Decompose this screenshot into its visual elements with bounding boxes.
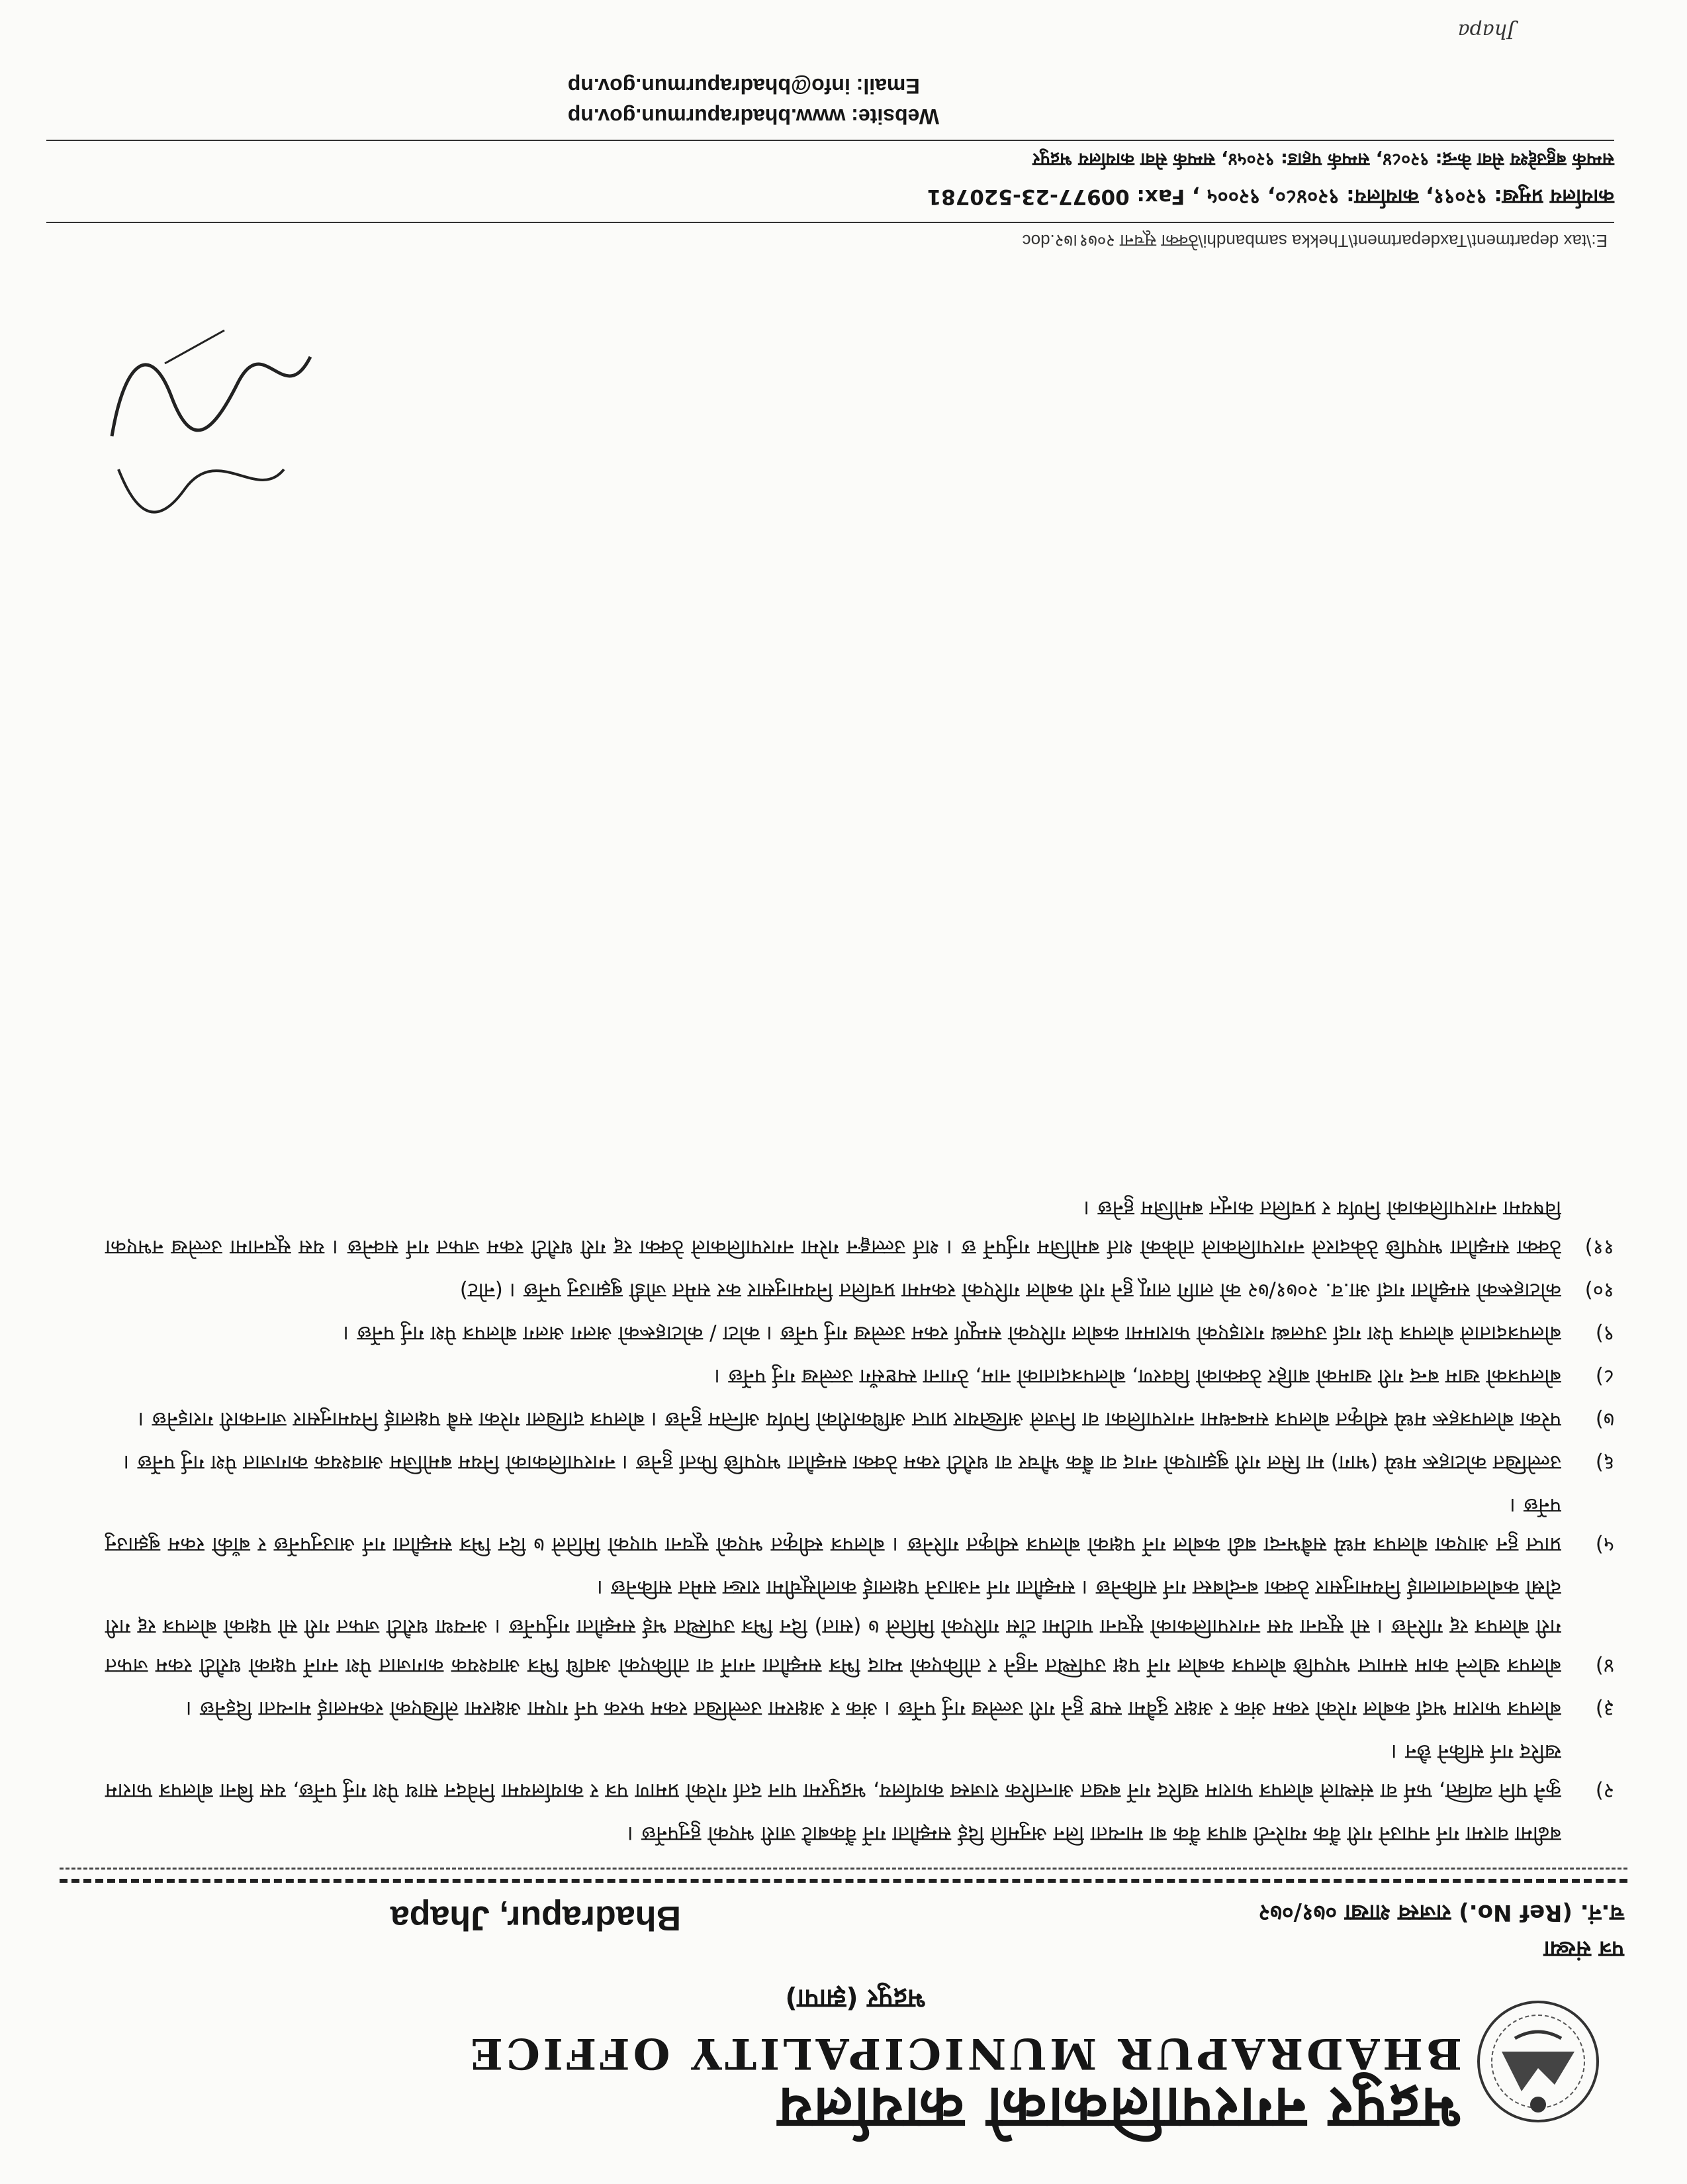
office-location-english: Bhadrapur, Jhapa — [390, 1899, 681, 1937]
email-link[interactable]: Email: info@bhadrapurmun.gov.np — [567, 74, 920, 98]
list-item — [105, 1313, 1614, 1353]
notice-body — [105, 1184, 1614, 1853]
item-text: बोलपत्र खोल्ने काम समाप्त भएपछि बोलपत्र कबोल गर्ने पक्ष उपस्थित नहुने र तोकिएको म्याद भित्र सम्झौता नगर्ने वा तोकिएको अवधि भित्र आवश्यक कागजात पेश नगर्ने पक्षको धरौटी रकम जफत गरी बोलपत्र रद्द गरिनेछ । सो सूचना यस नगरपालिकाको सूचना पाटीमा टाँस गरिएको मितिले ७ (सात) दिन भित्र उपस्थित भई सम्झौता गर्नुपर्नेछ । अन्यथा धरौटी जफत गरी सो पक्षको बोलपत्र रद्द गरी दोस्रो कबोलवालालाई नियमानुसार ठेक्का बन्दोबस्त गर्न सकिनेछ । सम्झौता गर्न नआउने पक्षलाई कालोसूचीमा राख्न समेत सकिनेछ । — [105, 1576, 1561, 1678]
item-text: बोलपत्रको खाम बन्द गरी खामको बाहिर ठेक्काको विवरण, बोलपत्रदाताको नाम, ठेगाना स्पष्टसँग उल्लेख गर्नु पर्नेछ । — [714, 1364, 1561, 1388]
list-item — [105, 1689, 1614, 1728]
office-location-nepali: भद्रपुर (झापा) — [785, 1983, 926, 2014]
letter-number-label: पत्र संख्या — [1543, 1936, 1624, 1962]
nepal-emblem-icon — [1475, 1992, 1601, 2131]
item-number: ११) — [1584, 1235, 1614, 1259]
file-path: E:\tax department\Taxdepartment\Thekka sambandhi\ठेक्का सूचना २०७१।७२.doc — [1022, 231, 1608, 251]
item-number: ७) — [1595, 1407, 1614, 1431]
handwritten-note: Jhapa — [1457, 19, 1515, 42]
list-item — [105, 1568, 1614, 1685]
web-contact-block — [568, 71, 939, 132]
item-text: परेका बोलपत्रहरू मध्ये स्वीकृत बोलपत्र सम्बन्धमा नगरपालिका वा निजले अख्तियार प्राप्त अधिकारीको निर्णय अन्तिम हुनेछ । बोलपत्र दाखिला गरेका सबै पक्षलाई नियमानुसार जानकारी गराइनेछ । — [138, 1407, 1561, 1431]
office-title-english: BHADRAPUR MUNICIPALITY OFFICE — [467, 2028, 1462, 2078]
list-item — [105, 1732, 1614, 1810]
item-number: १०) — [1584, 1278, 1614, 1302]
item-text: बोलपत्र फाराम भर्दा कबोल गरेको रकम अंक र अक्षर दुवैमा स्पष्ट हुने गरी उल्लेख गर्नु पर्नेछ । अंक र अक्षरमा उल्लेखित रकम फरक पर्न गएमा अक्षरमा लेखिएको रकमलाई मान्यता दिइनेछ । — [185, 1697, 1561, 1721]
website-link[interactable]: Website: www.bhadrapurmun.gov.np — [567, 105, 939, 128]
list-item — [105, 1486, 1614, 1564]
footer-divider — [46, 222, 1614, 223]
list-item — [105, 1400, 1614, 1439]
item-number: ४) — [1595, 1654, 1614, 1678]
item-number: ८) — [1595, 1364, 1614, 1388]
signature-scribble — [99, 310, 324, 529]
item-text: बोलपत्रदाताले बोलपत्र पेश गर्दा उपलब्ध गराइएको फाराममा कबोल गरिएको सम्पूर्ण रकम उल्लेख गर्नु पर्नेछ । कोटा / कोटाहरूको अलग अलग बोलपत्र पेश गर्नु पर्नेछ । — [343, 1321, 1561, 1345]
list-item — [105, 1356, 1614, 1396]
item-text: प्राप्त हुन आएका बोलपत्र मध्ये सबैभन्दा बढी कबोल गर्ने पक्षको बोलपत्र स्वीकृत गरिनेछ । बोलपत्र स्वीकृत भएको सूचना पाएको मितिले ७ दिन भित्र सम्झौता गर्न आउनुपर्नेछ र बाँकी रकम बुझाउनु पर्नेछ । — [105, 1494, 1561, 1556]
list-item — [105, 1270, 1614, 1309]
item-number: २) — [1595, 1779, 1614, 1803]
list-item — [105, 1443, 1614, 1482]
intro-paragraph — [105, 1814, 1614, 1853]
item-number: ३) — [1595, 1697, 1614, 1721]
header-divider — [60, 1868, 1627, 1883]
item-text: उल्लेखित कोटाहरू मध्ये (भाग) मा सिल गरी बुझाएको नगद वा बैंक भौचर वा धरौटी रकम ठेक्का सम्झौता भएपछि फिर्ता हुनेछ । नगरपालिकाको नियम बमोजिम आवश्यक कागजात पेश गर्नु पर्नेछ । — [123, 1450, 1561, 1474]
intro-text: बढीमा वारमा गर्न नपाउने गरी वैंक ग्यारेन्टी बापत्र वैंक बा मान्यता लिन अनुमति दिई सम्झौता गर्ने वैंकबाटै जारी भएको हुनुपर्नेछ । — [627, 1822, 1561, 1846]
office-title-nepali: भद्रपुर नगरपालिकाको कार्यालय — [776, 2075, 1462, 2143]
item-number: ९) — [1595, 1321, 1614, 1345]
footer-divider-lower — [46, 140, 1614, 141]
item-text: कोटाहरूको सम्झौता गर्दा आ.व. २०७१/७२ को लागि लागू हुने गरी कबोल गरिएको रकममा प्रचलित नियमानुसार कर समेत जोडी बुझाउनु पर्नेछ । (नोट) — [459, 1278, 1561, 1302]
reference-number: च.नं. (Ref No.) राजस्व शाखा ०७१/०७२ — [1258, 1899, 1624, 1926]
item-number: ६) — [1595, 1450, 1614, 1474]
item-text: ठेक्का सम्झौता भएपछि ठेकेदारले नगरपालिकाले तोकेको शर्त बमोजिम गर्नुपर्ने छ । शर्त उल्लङ्घन गरेमा नगरपालिकाले ठेक्का रद्द गरी धरौटी रकम जफत गर्न सक्नेछ । यस सूचनामा उल्लेख नभएका विषयमा नगरपालिकाको निर्णय र प्रचलित कानून बमोजिम हुनेछ । — [105, 1196, 1561, 1259]
item-number: ५) — [1595, 1533, 1614, 1556]
item-text: कुनै पनि व्यक्ति, फर्म वा संस्थाले बोलपत्र फाराम खरिद गर्ने बखत आन्तरिक राजस्व कार्यालय, भद्रपुरमा पान दर्ता गरेको प्रमाण पत्र र कार्यालयमा निवेदन साथ पेश गर्नु पर्नेछ, यस बिना बोलपत्र फाराम खरिद गर्न सकिने छैन । — [105, 1740, 1561, 1803]
list-item — [105, 1188, 1614, 1266]
contact-service-centers: सम्पर्क बहुउद्देश्य सेवा केन्द्र: ९२०८४, सम्पर्क पहाड: ९२०५४, सम्पर्क सेवा कार्यालय भद्रपुर — [1032, 149, 1614, 169]
contact-phone-fax: कार्यालय प्रमुख: ९२०९१, कार्यालय: ९२०४८०, ९२००५ , Fax: 00977-23-520781 — [927, 185, 1614, 209]
